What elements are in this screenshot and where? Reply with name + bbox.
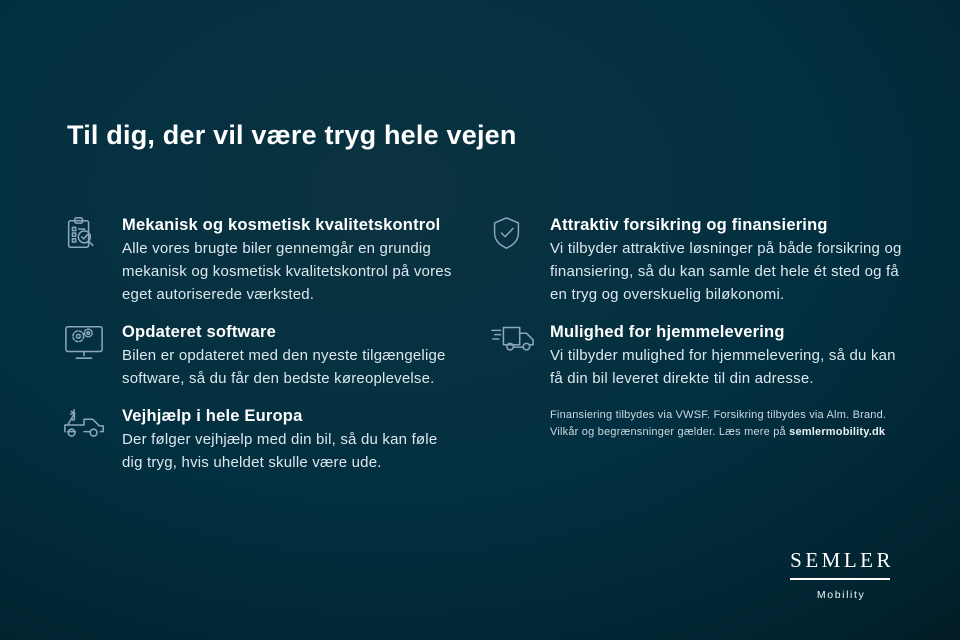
disclaimer-text bbox=[550, 407, 886, 441]
feature-title: Attraktiv forsikring og finansiering bbox=[550, 216, 828, 234]
monitor-gears-icon bbox=[62, 321, 106, 390]
logo-brand-text: SEMLER bbox=[790, 548, 894, 572]
feature-title: Opdateret software bbox=[122, 323, 276, 341]
icon-spacer bbox=[490, 405, 534, 441]
page-title: Til dig, der vil være tryg hele vejen bbox=[67, 120, 517, 150]
feature-body: Vi tilbyder attraktive løsninger på både forsikring og finansiering, så du kan samle det hele ét sted og få en tryg og overskuelig biløkonomi. bbox=[550, 240, 902, 303]
features-grid bbox=[62, 214, 910, 489]
clipboard-inspection-icon bbox=[62, 214, 106, 306]
logo-sub-text: Mobility bbox=[816, 589, 866, 601]
disclaimer-line1: Finansiering tilbydes via VWSF. Forsikring tilbydes via Alm. Brand. bbox=[550, 409, 887, 421]
disclaimer-website-link[interactable]: semlermobility.dk bbox=[789, 426, 886, 438]
logo-divider-rule bbox=[790, 578, 890, 580]
feature-updated-software bbox=[62, 321, 460, 390]
feature-title: Vejhjælp i hele Europa bbox=[122, 407, 303, 425]
shield-check-icon bbox=[490, 214, 534, 306]
delivery-truck-icon bbox=[490, 321, 534, 390]
feature-quality-control bbox=[62, 214, 460, 306]
disclaimer-line2: Vilkår og begrænsninger gælder. Læs mere på bbox=[550, 426, 790, 438]
disclaimer-block bbox=[490, 405, 910, 441]
features-column-left bbox=[62, 214, 460, 489]
feature-roadside-assistance bbox=[62, 405, 460, 474]
feature-body: Alle vores brugte biler gennemgår en grundig mekanisk og kosmetisk kvalitetskontrol på vores eget autoriserede værksted. bbox=[122, 240, 452, 303]
feature-body: Vi tilbyder mulighed for hjemmelevering, så du kan få din bil leveret direkte til din adresse. bbox=[550, 347, 896, 387]
trust-benefits-section bbox=[62, 118, 910, 489]
features-column-right bbox=[490, 214, 910, 489]
feature-title: Mulighed for hjemmelevering bbox=[550, 323, 785, 341]
feature-body: Bilen er opdateret med den nyeste tilgængelige software, så du får den bedste køreoplevelse. bbox=[122, 347, 446, 387]
feature-body: Der følger vejhjælp med din bil, så du kan føle dig tryg, hvis uheldet skulle være ude. bbox=[122, 431, 438, 471]
feature-insurance-financing bbox=[490, 214, 910, 306]
feature-home-delivery bbox=[490, 321, 910, 390]
tow-truck-icon bbox=[62, 405, 106, 474]
semler-mobility-logo bbox=[787, 548, 894, 601]
feature-title: Mekanisk og kosmetisk kvalitetskontrol bbox=[122, 216, 441, 234]
